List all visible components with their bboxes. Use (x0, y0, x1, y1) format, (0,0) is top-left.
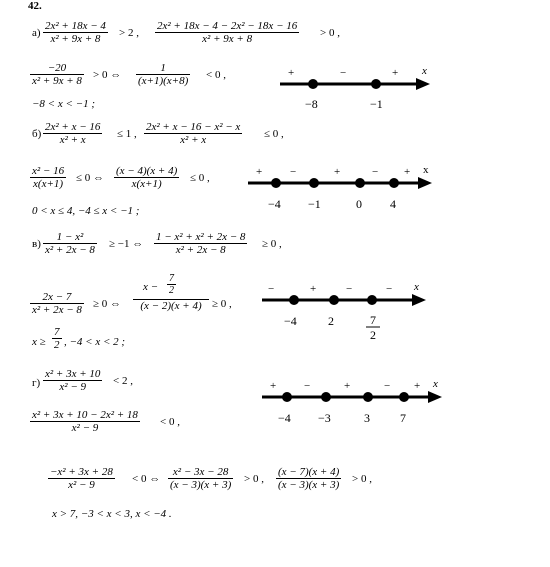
point-marker (363, 392, 373, 402)
part-b-relation-3: ≤ 0 ⇔ (76, 172, 105, 184)
part-g-answer: x > 7, −3 < x < 3, x < −4 . (52, 508, 172, 520)
sign: + (256, 166, 263, 178)
point-label: −3 (318, 411, 331, 425)
point-label: −4 (268, 197, 281, 211)
point-marker (289, 295, 299, 305)
part-a-fraction-3: $\frac{-20}{\text{x² + 9x + 8}}$ (32, 62, 82, 87)
part-v-label: в) (32, 238, 41, 250)
point-marker (367, 295, 377, 305)
sign: − (290, 166, 297, 178)
part-g-relation-2: < 0 , (160, 416, 180, 428)
part-b-fraction-1: $\frac{\text{2x² + x − 16}}{\text{x² + x}}$ (45, 121, 101, 146)
part-v-fraction-4: x − $\frac{7}{2}$ (x − 2)(x + 4) (133, 269, 209, 313)
part-g-fraction-5: $\frac{(x - 7)(x + 4)}{(x - 3)(x + 3)}$ (278, 466, 340, 491)
part-g-relation-3: < 0 ⇔ (132, 473, 161, 485)
sign: + (344, 380, 351, 392)
point-label: −4 (284, 314, 297, 328)
part-v-fraction-4-numerator: x − $\frac{7}{2}$ (133, 269, 209, 300)
part-g-relation-4: > 0 , (244, 473, 264, 485)
part-v-number-line (262, 282, 427, 344)
point-label-fraction-denominator: 2 (370, 328, 376, 342)
axis-variable: x (433, 378, 438, 390)
sign: − (372, 166, 379, 178)
part-g-number-line (262, 378, 447, 428)
part-v-relation-2: ≥ 0 , (262, 238, 282, 250)
part-b-number-line (248, 162, 433, 212)
part-v-answer-prefix: x ≥ (32, 336, 46, 348)
point-label: −8 (305, 97, 318, 111)
sign: + (392, 67, 399, 79)
part-a-relation-4: < 0 , (206, 69, 226, 81)
point-label: 3 (364, 411, 370, 425)
part-a-fraction-4: $\frac{1}{(x+1)(x+8)}$ (138, 62, 189, 87)
problem-number: 42. (28, 0, 42, 12)
point-marker (355, 178, 365, 188)
part-b-relation-4: ≤ 0 , (190, 172, 210, 184)
part-b-fraction-3: $\frac{\text{x² − 16}}{x(x+1)}$ (32, 165, 65, 190)
point-marker (321, 392, 331, 402)
part-b-relation-1: ≤ 1 , (117, 128, 137, 140)
point-label: −1 (308, 197, 321, 211)
part-g-fraction-2: $\frac{\text{x² + 3x + 10 − 2x² + 18}}{\text{x² − 9}}$ (32, 409, 138, 434)
part-b-label: б) (32, 128, 42, 140)
part-v-fraction-2: $\frac{\text{1 − x² + x² + 2x − 8}}{\text{x² + 2x − 8}}$ (156, 231, 246, 256)
part-v-relation-4: ≥ 0 , (212, 298, 232, 310)
arrow-head-icon (418, 177, 432, 189)
axis-variable: x (423, 164, 429, 176)
part-a-relation-2: > 0 , (320, 27, 340, 39)
part-b-answer: 0 < x ≤ 4, −4 ≤ x < −1 ; (32, 205, 140, 217)
part-a-relation-1: > 2 , (119, 27, 139, 39)
sign: − (340, 67, 347, 79)
arrow-head-icon (412, 294, 426, 306)
sign: − (268, 283, 275, 295)
point-label: −4 (278, 411, 291, 425)
axis-variable: x (414, 281, 419, 293)
point-label-fraction-numerator: 7 (370, 313, 376, 327)
sign: − (386, 283, 393, 295)
point-marker (389, 178, 399, 188)
part-a-relation-3: > 0 ⇔ (93, 69, 122, 81)
sign: − (384, 380, 391, 392)
sign: + (414, 380, 421, 392)
part-b-fraction-4: $\frac{(x - 4)(x + 4)}{x(x+1)}$ (116, 165, 178, 190)
part-a-fraction-2: $\frac{\text{2x² + 18x − 4 − 2x² − 18x − 16}}{\text{x² + 9x + 8}}$ (157, 20, 298, 45)
part-b-relation-2: ≤ 0 , (264, 128, 284, 140)
part-g-relation-5: > 0 , (352, 473, 372, 485)
point-marker (329, 295, 339, 305)
sign: − (304, 380, 311, 392)
part-a-fraction-1: $\frac{\text{2x² + 18x − 4}}{\text{x² + 9x + 8}}$ (45, 20, 106, 45)
part-g-relation-1: < 2 , (113, 375, 133, 387)
part-v-answer-rest: , −4 < x < 2 ; (64, 336, 126, 348)
point-marker (271, 178, 281, 188)
part-a-number-line (280, 62, 430, 112)
axis-variable: x (422, 65, 427, 77)
sign: + (270, 380, 277, 392)
sign: + (404, 166, 411, 178)
part-v-inner-fraction: $\frac{7}{2}$ (169, 273, 174, 296)
part-v-answer-fraction: $\frac{7}{2}$ (54, 326, 60, 351)
point-label: 4 (390, 197, 396, 211)
point-label: 2 (328, 314, 334, 328)
point-label: −1 (370, 97, 383, 111)
sign: + (334, 166, 341, 178)
point-label: 7 (400, 411, 406, 425)
point-marker (371, 79, 381, 89)
point-label: 0 (356, 197, 362, 211)
point-marker (308, 79, 318, 89)
arrow-head-icon (416, 78, 430, 90)
point-marker (309, 178, 319, 188)
part-v-relation-3: ≥ 0 ⇔ (93, 298, 122, 310)
point-marker (282, 392, 292, 402)
part-g-label: г) (32, 377, 41, 389)
part-v-fraction-1: $\frac{\text{1 − x²}}{\text{x² + 2x − 8}}$ (45, 231, 95, 256)
part-v-relation-1: ≥ −1 ⇔ (109, 238, 144, 250)
sign: − (346, 283, 353, 295)
point-marker (399, 392, 409, 402)
arrow-head-icon (428, 391, 442, 403)
part-g-fraction-1: $\frac{\text{x² + 3x + 10}}{\text{x² − 9}}$ (45, 368, 101, 393)
sign: + (310, 283, 317, 295)
part-g-fraction-3: $\frac{\text{−x² + 3x + 28}}{\text{x² − 9}}$ (50, 466, 113, 491)
part-v-fraction-3: $\frac{2x - 7}{\text{x² + 2x − 8}}$ (32, 291, 82, 316)
part-g-fraction-4: $\frac{\text{x² − 3x − 28}}{(x - 3)(x + 3)}$ (170, 466, 232, 491)
sign: + (288, 67, 295, 79)
part-b-fraction-2: $\frac{\text{2x² + x − 16 − x² − x}}{\text{x² + x}}$ (146, 121, 241, 146)
part-a-answer: −8 < x < −1 ; (32, 98, 95, 110)
part-a-label: а) (32, 27, 41, 39)
